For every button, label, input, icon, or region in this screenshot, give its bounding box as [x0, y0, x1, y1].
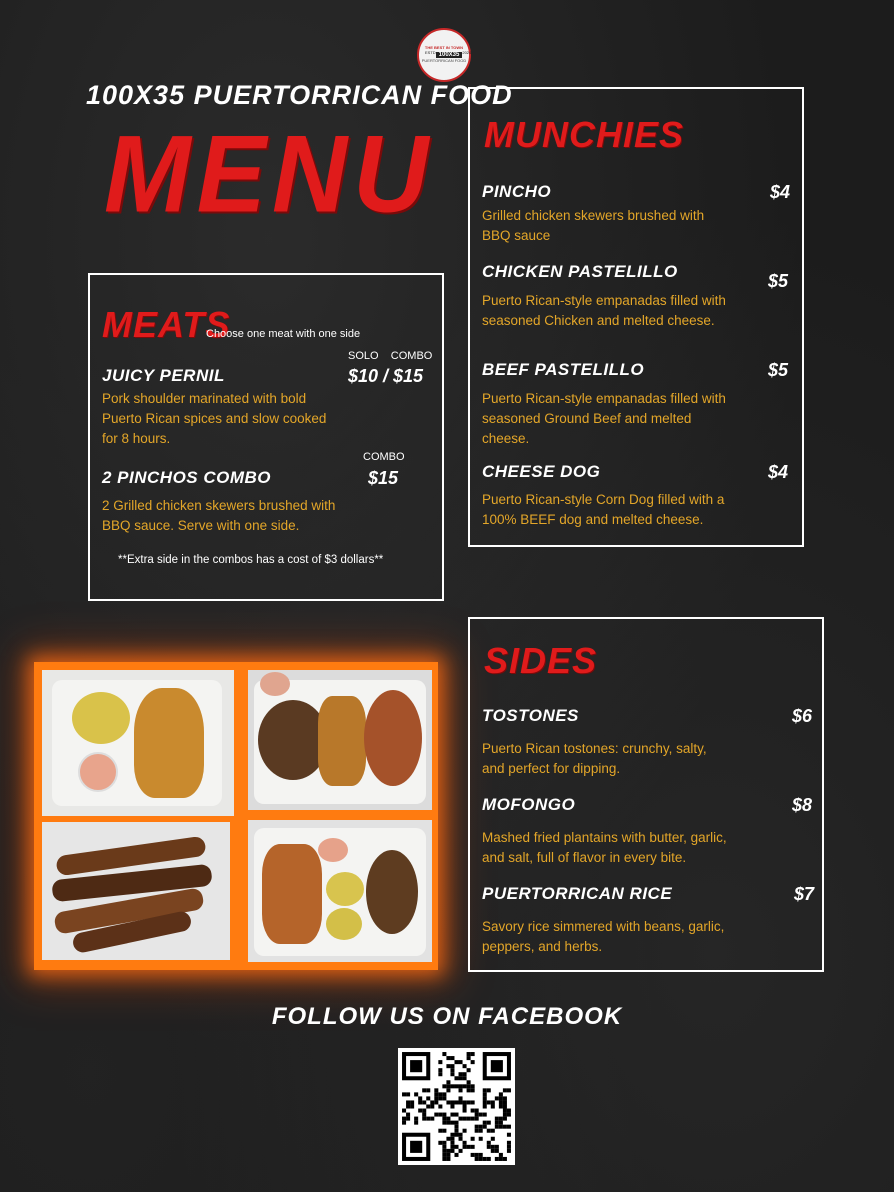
logo-bottom-text: PUERTORRICAN FOOD — [421, 58, 467, 64]
photo-food — [318, 838, 348, 862]
sides-item-name: TOSTONES — [482, 706, 579, 725]
menu-title: MENU — [104, 113, 435, 236]
munchies-item-desc: Puerto Rican-style empanadas filled with seasoned Ground Beef and melted cheese. — [482, 391, 726, 446]
meat-item-price: $10 / $15 — [348, 366, 424, 386]
photo-food — [78, 752, 118, 792]
munchies-item-desc: Grilled chicken skewers brushed with BBQ sauce — [482, 208, 705, 243]
photo-food — [72, 692, 130, 744]
sides-item-name: MOFONGO — [482, 795, 576, 814]
munchies-item-desc: Puerto Rican-style empanadas filled with seasoned Chicken and melted cheese. — [482, 293, 726, 328]
munchies-item-name: PINCHO — [482, 182, 552, 201]
logo-center-text: 100X35 — [436, 52, 463, 59]
photo-food — [364, 690, 422, 786]
photo-food — [326, 908, 362, 940]
sides-item-name: PUERTORRICAN RICE — [482, 884, 673, 903]
meats-section — [88, 273, 444, 601]
sides-item-price: $7 — [794, 884, 815, 904]
qr-code-graphic — [398, 1048, 515, 1165]
brand-logo — [417, 28, 471, 82]
food-photo-pinchos — [42, 822, 230, 960]
munchies-item-name: CHEESE DOG — [482, 462, 601, 481]
follow-facebook-heading: FOLLOW US ON FACEBOOK — [271, 1003, 623, 1030]
photo-food — [262, 844, 322, 944]
munchies-item-name: BEEF PASTELILLO — [482, 360, 645, 379]
munchies-section — [468, 87, 804, 547]
meats-title: MEATS — [102, 304, 231, 345]
sides-title: SIDES — [484, 640, 598, 681]
facebook-qr-code[interactable] — [398, 1048, 515, 1165]
munchies-item-name: CHICKEN PASTELILLO — [482, 262, 678, 281]
meat-item-name: JUICY PERNIL — [102, 366, 225, 385]
sides-item-price: $6 — [792, 706, 813, 726]
logo-top-text: THE BEST IN TOWN — [424, 45, 464, 51]
meat-item-desc: 2 Grilled chicken skewers brushed with BBQ sauce. Serve with one side. — [102, 498, 336, 533]
meat-item-desc: Pork shoulder marinated with bold Puerto Rican spices and slow cooked for 8 hours. — [102, 391, 327, 446]
meat-price-label: COMBO — [363, 451, 405, 463]
munchies-item-price: $4 — [770, 182, 791, 202]
food-photo-empanadas — [42, 670, 234, 816]
meat-item-name: 2 PINCHOS COMBO — [102, 468, 272, 487]
munchies-item-price: $5 — [768, 360, 789, 380]
photo-food — [318, 696, 366, 786]
photo-food — [134, 688, 204, 798]
sides-item-desc: Puerto Rican tostones: crunchy, salty, and perfect for dipping. — [482, 741, 707, 776]
food-photo-collage — [34, 662, 438, 970]
sides-item-desc: Savory rice simmered with beans, garlic, peppers, and herbs. — [482, 919, 725, 954]
photo-food — [326, 872, 364, 906]
logo-right-text: 2024 — [462, 49, 472, 55]
sides-item-desc: Mashed fried plantains with butter, garlic, and salt, full of flavor in every bite. — [482, 830, 727, 865]
logo-left-text: ESTD — [425, 49, 436, 55]
sides-item-price: $8 — [792, 795, 813, 815]
meat-item-price: $15 — [368, 468, 399, 488]
munchies-item-price: $5 — [768, 271, 789, 291]
meats-subtitle: Choose one meat with one side — [206, 328, 361, 340]
brand-name: 100X35 PUERTORRICAN FOOD — [86, 80, 513, 110]
meats-note: **Extra side in the combos has a cost of $3 dollars** — [118, 554, 384, 566]
meat-price-label: SOLO COMBO — [348, 350, 433, 362]
munchies-item-desc: Puerto Rican-style Corn Dog filled with a 100% BEEF dog and melted cheese. — [482, 492, 725, 527]
sides-section — [468, 617, 824, 972]
photo-food — [260, 672, 290, 696]
food-photo-pernil-plate — [248, 670, 432, 810]
munchies-title: MUNCHIES — [484, 114, 685, 155]
munchies-item-price: $4 — [768, 462, 789, 482]
food-photo-rice-plate — [248, 820, 432, 962]
photo-food — [366, 850, 418, 934]
